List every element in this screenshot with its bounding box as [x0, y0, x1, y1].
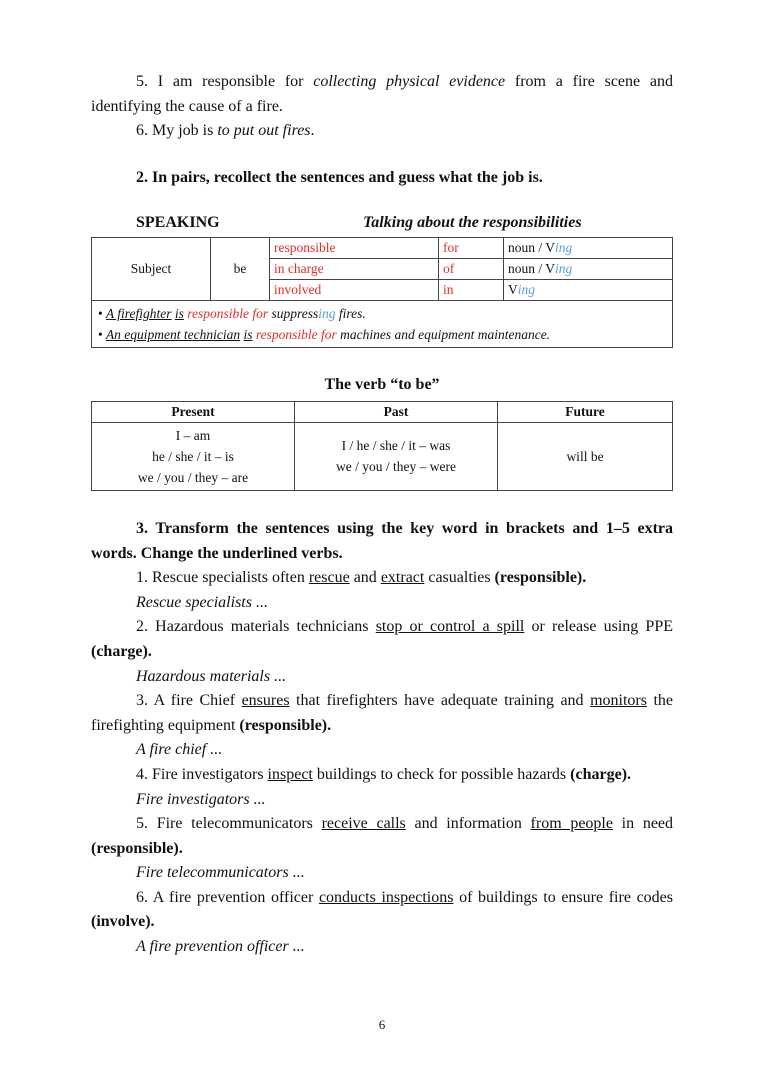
key-word: (involve). [91, 913, 155, 931]
verb-table-title: The verb “to be” [324, 376, 440, 394]
text: 2. Hazardous materials technicians [136, 618, 376, 636]
text: responsible for [255, 327, 337, 343]
text: fires. [335, 306, 366, 322]
sentence-6 [91, 119, 673, 144]
task-3-item-1 [91, 566, 673, 591]
text: A firefighter [105, 306, 172, 322]
task-2-heading: 2. In pairs, recollect the sentences and guess what the job is. [136, 168, 543, 186]
responsibilities-table [91, 237, 673, 348]
adj-cell: in charge [270, 259, 439, 280]
task-3-prompt-1: Rescue specialists ... [136, 593, 268, 611]
header-future: Future [498, 401, 673, 422]
text: I – am [175, 427, 211, 443]
text: responsible for [187, 306, 269, 322]
speaking-heading [91, 211, 673, 237]
underlined-verb: conducts inspections [318, 888, 454, 906]
example-1 [98, 303, 666, 324]
table-row [92, 422, 673, 490]
task-3-item-3 [91, 689, 673, 738]
task-3-item-5 [91, 812, 673, 861]
object-cell [504, 259, 673, 280]
prep-cell: of [439, 259, 504, 280]
text: is [243, 327, 253, 343]
text: I / he / she / it – was [341, 438, 451, 454]
task-3-prompt-3: A fire chief ... [136, 741, 223, 759]
text: the firefighting equipment [91, 692, 674, 734]
prep-cell: for [439, 238, 504, 259]
text: or release using PPE [524, 618, 674, 636]
text: 4. Fire investigators [136, 765, 268, 783]
text: in need [612, 815, 674, 833]
text: and information [405, 815, 531, 833]
underlined-verb: inspect [267, 765, 313, 783]
text: from a fire scene and identifying the cause of a fire. [91, 73, 673, 115]
key-word: (responsible). [494, 569, 587, 587]
adj-cell: responsible [270, 238, 439, 259]
text: he / she / it – is [152, 448, 234, 464]
adj-cell: involved [270, 280, 439, 301]
bullet: • [98, 327, 103, 343]
italic-phrase: collecting physical evidence [313, 73, 506, 90]
italic-phrase: to put out fires [217, 122, 311, 140]
text: and [349, 569, 381, 587]
table-header-row [92, 401, 673, 422]
text: buildings to check for possible hazards [312, 765, 571, 783]
text: suppress [268, 306, 319, 322]
verb-to-be-table [91, 401, 673, 491]
examples-cell [92, 301, 673, 348]
key-word: (charge). [91, 642, 152, 660]
text: 1. Rescue specialists often [136, 569, 309, 587]
task-3-item-4 [91, 763, 673, 788]
ing-suffix: ing [318, 306, 336, 322]
text: is [174, 306, 184, 322]
underlined-verb: monitors [590, 692, 647, 710]
task-3-item-2 [91, 615, 673, 664]
future-cell: will be [498, 422, 673, 490]
task-3-prompt-4: Fire investigators ... [136, 790, 266, 808]
task-3-item-6 [91, 886, 673, 935]
page-number: 6 [378, 1017, 386, 1032]
text: 3. A fire Chief [136, 692, 242, 710]
underlined-verb: receive calls [321, 815, 406, 833]
text: we / you / they – are [137, 469, 249, 485]
bullet: • [98, 306, 103, 322]
task-3-heading: 3. Transform the sentences using the key word in brackets and 1–5 extra words. Change the underlined verbs. [91, 519, 673, 562]
text: machines and equipment maintenance. [336, 327, 551, 343]
task-3-prompt-5: Fire telecommunicators ... [136, 864, 305, 882]
sentence-5 [91, 70, 673, 119]
prep-cell: in [439, 280, 504, 301]
text: 6. A fire prevention officer [136, 888, 319, 906]
text: noun / V [508, 240, 556, 256]
text: we / you / they – were [336, 459, 456, 475]
task-3-prompt-6: A fire prevention officer ... [136, 938, 305, 956]
key-word: (charge). [570, 765, 632, 783]
text: casualties [424, 569, 495, 587]
text: that firefighters have adequate training and [289, 692, 591, 710]
text: of buildings to ensure fire codes [453, 888, 673, 906]
task-3-prompt-2: Hazardous materials ... [136, 667, 287, 685]
speaking-topic: Talking about the responsibilities [363, 214, 582, 232]
examples-row [92, 301, 673, 348]
table-row [92, 238, 673, 259]
underlined-verb: from people [530, 815, 613, 833]
ing-suffix: ing [517, 282, 536, 298]
text: 6. My job is [136, 122, 218, 140]
text: An equipment technician [105, 327, 241, 343]
text: V [508, 282, 518, 298]
present-cell [92, 422, 295, 490]
be-cell: be [211, 238, 270, 301]
text: noun / V [508, 261, 556, 277]
text: 5. I am responsible for [136, 73, 314, 90]
example-2 [98, 324, 666, 345]
ing-suffix: ing [555, 240, 573, 256]
key-word: (responsible). [91, 839, 183, 857]
text: . [310, 122, 315, 140]
underlined-verb: rescue [308, 569, 350, 587]
underlined-verb: ensures [241, 692, 290, 710]
subject-cell: Subject [92, 238, 211, 301]
header-present: Present [92, 401, 295, 422]
object-cell [504, 280, 673, 301]
underlined-verb: extract [380, 569, 425, 587]
past-cell [295, 422, 498, 490]
key-word: (responsible). [239, 716, 332, 734]
underlined-verb: stop or control a spill [375, 618, 525, 636]
header-past: Past [295, 401, 498, 422]
text: 5. Fire telecommunicators [136, 815, 322, 833]
document-page [91, 70, 673, 960]
object-cell [504, 238, 673, 259]
speaking-label: SPEAKING [136, 214, 220, 232]
ing-suffix: ing [555, 261, 573, 277]
